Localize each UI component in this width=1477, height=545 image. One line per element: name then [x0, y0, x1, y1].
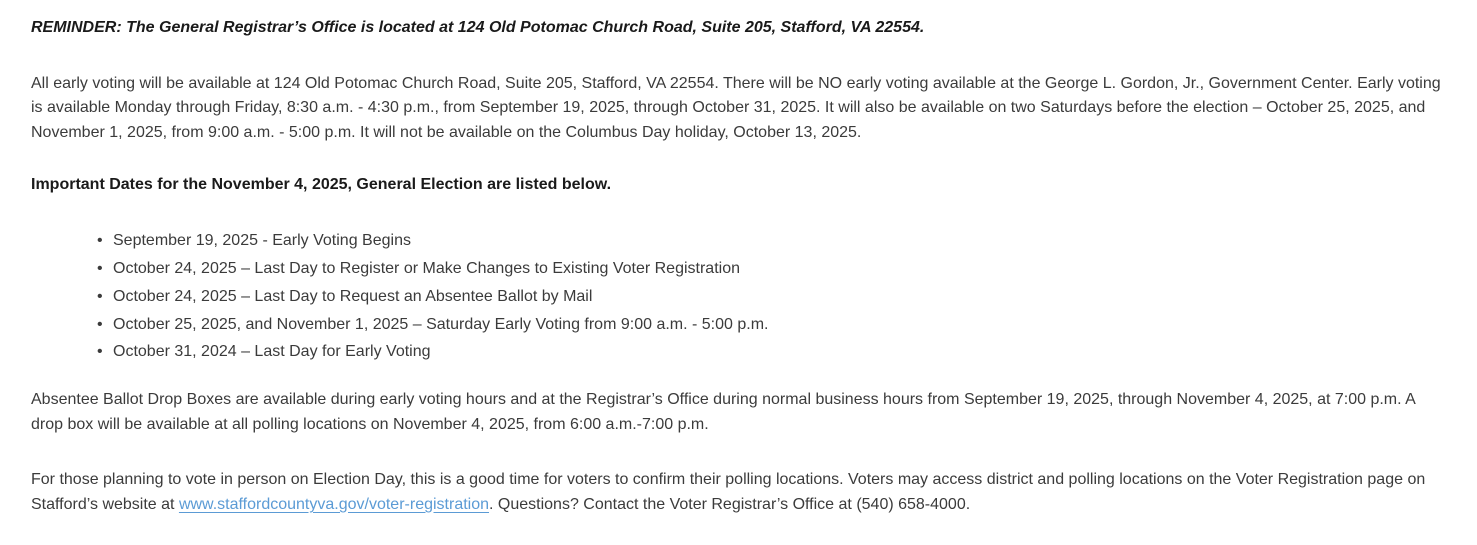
list-item-register-deadline: • October 24, 2025 – Last Day to Register or Make Changes to Existing Voter Registration — [103, 255, 1448, 283]
list-item-absentee-request-deadline: • October 24, 2025 – Last Day to Request an Absentee Ballot by Mail — [103, 283, 1448, 311]
election-day-text-after-link: . Questions? Contact the Voter Registrar’s Office at (540) 658-4000. — [489, 495, 971, 513]
list-item-saturday-early-voting: • October 25, 2025, and November 1, 2025 – Saturday Early Voting from 9:00 a.m. - 5:00 p.m. — [103, 311, 1448, 339]
early-voting-paragraph: All early voting will be available at 124 Old Potomac Church Road, Suite 205, Stafford, VA 22554. There will be NO early voting available at the George L. Gordon, Jr., Government Center. Early voting is available Monday through Friday, 8:30 a.m. - 4:30 p.m., from September 19, 2025, through October 31, 2025. It will also be available on two Saturdays before the election – October 25, 2025, and November 1, 2025, from 9:00 a.m. - 5:00 p.m. It will not be available on the Columbus Day holiday, October 13, 2025. — [31, 74, 1441, 141]
election-day-text-before-link: For those planning to vote in person on Election Day, this is a good time for voters to confirm their polling locations. Voters may access district and polling locations on the Voter Registration page on Stafford’s website at — [31, 471, 1426, 513]
important-dates-list — [31, 227, 1448, 366]
election-day-paragraph — [31, 468, 1448, 517]
voting-information-document — [31, 18, 1448, 517]
dropbox-paragraph: Absentee Ballot Drop Boxes are available during early voting hours and at the Registrar’s Office during normal business hours from September 19, 2025, through November 4, 2025, at 7:00 p.m. A drop box will be available at all polling locations on November 4, 2025, from 6:00 a.m.-7:00 p.m. — [31, 391, 1415, 433]
important-dates-heading: Important Dates for the November 4, 2025, General Election are listed below. — [31, 176, 612, 194]
list-item-last-day-early-voting: • October 31, 2024 – Last Day for Early Voting — [103, 338, 1448, 366]
registrar-office-reminder: REMINDER: The General Registrar’s Office is located at 124 Old Potomac Church Road, Suite 205, Stafford, VA 22554. — [31, 19, 925, 36]
list-item-early-voting-begins: • September 19, 2025 - Early Voting Begins — [103, 227, 1448, 255]
voter-registration-link[interactable]: www.staffordcountyva.gov/voter-registration — [178, 495, 490, 513]
